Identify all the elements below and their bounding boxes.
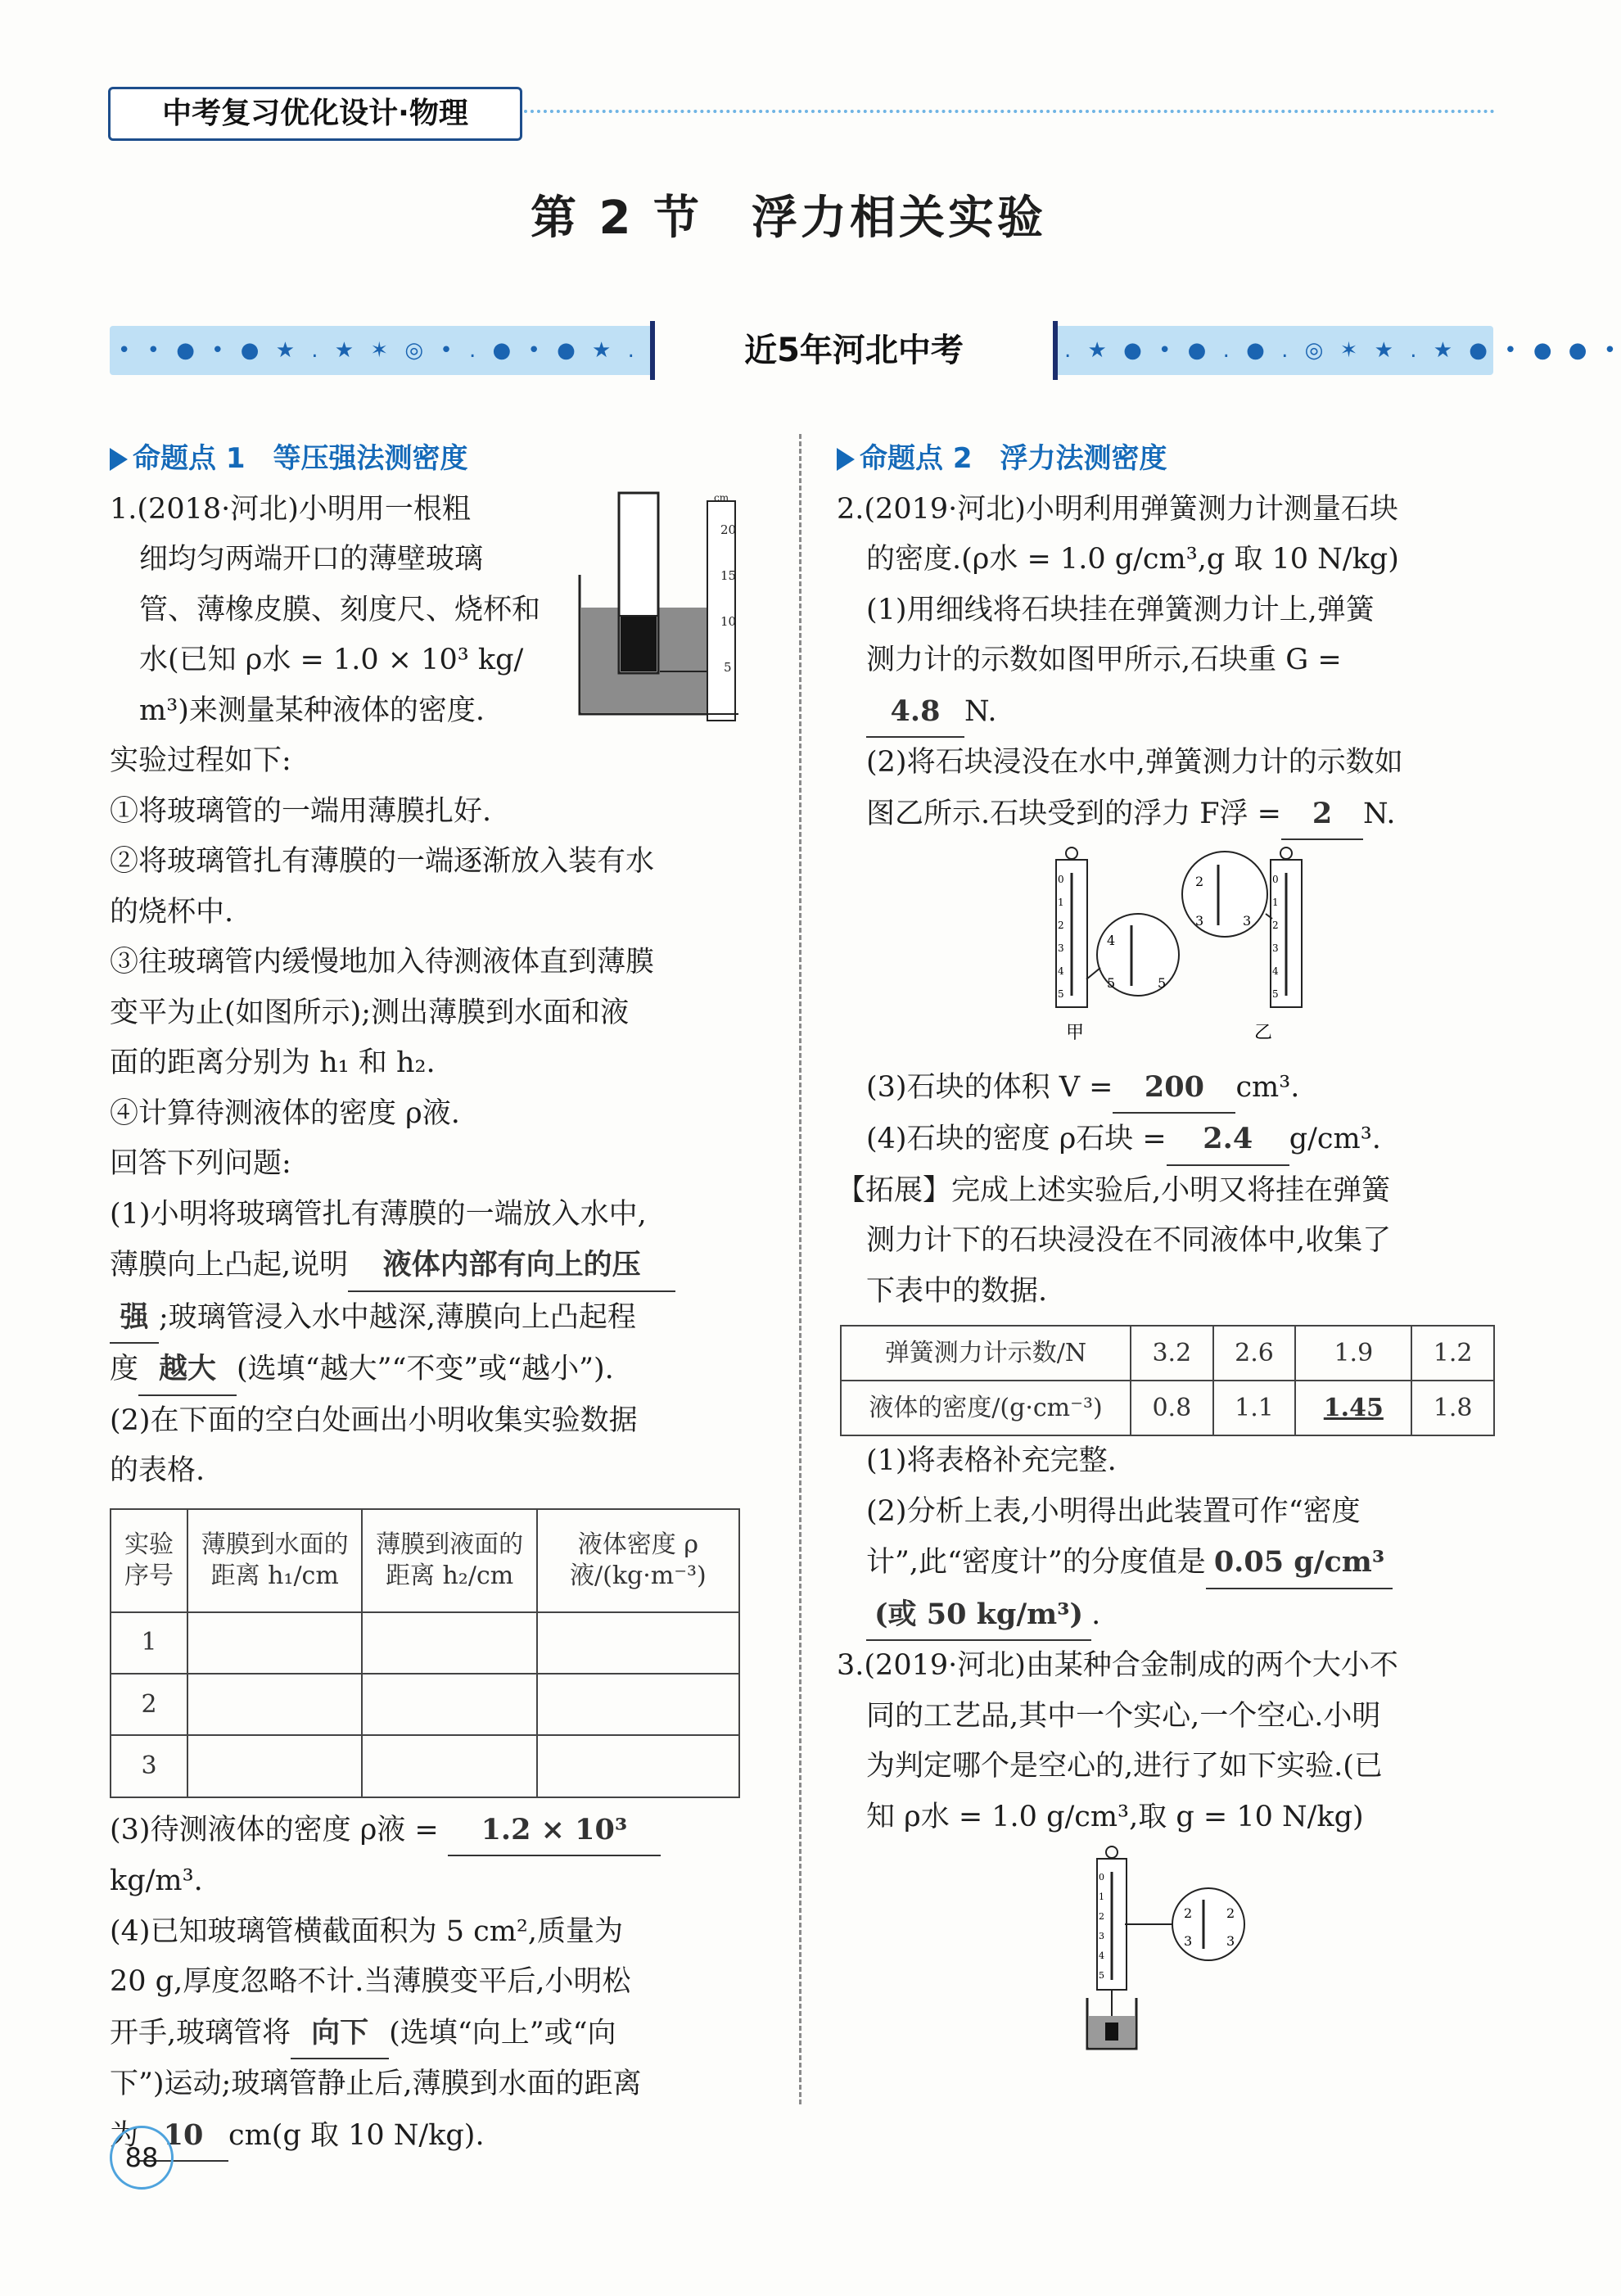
- answer-blank: 越大: [138, 1344, 237, 1396]
- svg-text:0: 0: [1099, 1872, 1104, 1882]
- answer-blank: 液体内部有向上的压: [348, 1240, 675, 1292]
- q1-line: m³)来测量某种液体的密度.: [139, 694, 485, 727]
- q1-line: 管、薄橡皮膜、刻度尺、烧杯和: [139, 593, 541, 626]
- svg-text:3: 3: [1058, 942, 1064, 954]
- q1-1-line: 度 越大 (选填“越大”“不变”或“越小”).: [110, 1344, 774, 1396]
- q3-line: 为判定哪个是空心的,进行了如下实验.(已: [866, 1750, 1383, 1783]
- q2-line: 2.(2019·河北)小明利用弹簧测力计测量石块: [837, 492, 1398, 526]
- svg-text:0: 0: [1058, 874, 1064, 885]
- table-cell: 1.8: [1411, 1381, 1494, 1435]
- q1-4-line: 为 10 cm(g 取 10 N/kg).: [110, 2110, 774, 2163]
- answer-title: 回答下列问题:: [110, 1147, 291, 1180]
- svg-text:2: 2: [1195, 874, 1204, 889]
- ruler-unit: cm: [714, 491, 729, 504]
- q1-4-line: 下”)运动;玻璃管静止后,薄膜到水面的距离: [110, 2068, 642, 2100]
- triangle-icon: [110, 448, 128, 471]
- q1-4-line: (4)已知玻璃管横截面积为 5 cm²,质量为: [110, 1914, 624, 1948]
- q1-line: 水(已知 ρ水 = 1.0 × 10³ kg/: [139, 644, 524, 676]
- answer-blank: 200: [1113, 1062, 1235, 1114]
- spring-scale-figure: [837, 840, 1495, 1045]
- extension-line: 【拓展】完成上述实验后,小明又将挂在弹簧: [837, 1173, 1391, 1207]
- svg-text:2: 2: [1226, 1905, 1235, 1921]
- ruler-tick-label: 5: [724, 659, 732, 675]
- exam-banner: [110, 326, 1621, 375]
- q1-4-line: 20 g,厚度忽略不计.当薄膜变平后,小明松: [110, 1965, 631, 1998]
- column-divider: [799, 434, 801, 2104]
- svg-text:4: 4: [1099, 1950, 1104, 1961]
- header-dotted-rule: [524, 110, 1495, 113]
- q1-1-line: (1)小明将玻璃管扎有薄膜的一端放入水中,: [110, 1197, 647, 1231]
- q2-4-line: (4)石块的密度 ρ石块 = 2.4 g/cm³.: [837, 1114, 1495, 1166]
- answer-blank: 0.05 g/cm³: [1206, 1537, 1393, 1589]
- data-table-blank: [110, 1508, 740, 1798]
- table-header: 薄膜到液面的距离 h₂/cm: [362, 1509, 536, 1612]
- table-header: 实验序号: [111, 1509, 187, 1612]
- page-number: 88: [110, 2126, 174, 2190]
- answer-blank: 向下: [291, 2008, 389, 2060]
- svg-text:4: 4: [1058, 965, 1064, 977]
- spring-scale-jia: [1056, 847, 1179, 1043]
- svg-text:2: 2: [1058, 920, 1064, 931]
- q1-2-line: (2)在下面的空白处画出小明收集实验数据: [110, 1403, 638, 1437]
- table-row-index: 1: [111, 1612, 187, 1674]
- svg-text:5: 5: [1099, 1970, 1104, 1981]
- svg-text:1: 1: [1272, 897, 1279, 908]
- svg-text:4: 4: [1107, 933, 1116, 948]
- answer-blank: 2.4: [1167, 1114, 1289, 1166]
- svg-text:0: 0: [1272, 874, 1279, 885]
- banner-dots-right: . ★ ● • ● . ● . ◎ ✶ ★ . ★ ● • ● ● •: [1064, 338, 1621, 363]
- q2-1-line: 4.8 N.: [837, 686, 1495, 739]
- svg-text:3: 3: [1099, 1931, 1104, 1941]
- topic-heading-1: 命题点 1 等压强法测密度: [110, 434, 774, 485]
- ruler-tick-label: 15: [720, 567, 737, 583]
- beaker-tube-figure: [568, 485, 765, 730]
- q1-3-line: kg/m³.: [110, 1864, 203, 1897]
- step-line: 的烧杯中.: [110, 895, 234, 929]
- answer-blank: 1.2 × 10³: [448, 1805, 661, 1857]
- ruler-tick-label: 10: [720, 613, 737, 629]
- step-line: 面的距离分别为 h₁ 和 h₂.: [110, 1046, 436, 1079]
- svg-text:3: 3: [1226, 1933, 1235, 1949]
- extension-q1: (1)将表格补充完整.: [866, 1444, 1117, 1477]
- svg-text:3: 3: [1184, 1933, 1193, 1949]
- table-cell: 1.9: [1295, 1326, 1411, 1381]
- svg-text:5: 5: [1107, 975, 1116, 991]
- ruler-tick-label: 20: [720, 522, 737, 537]
- answer-blank: 强: [110, 1292, 159, 1345]
- q1-line: 1.(2018·河北)小明用一根粗: [110, 492, 471, 526]
- table-label: 液体的密度/(g·cm⁻³): [841, 1381, 1131, 1435]
- table-cell: 3.2: [1131, 1326, 1213, 1381]
- table-cell: 1.2: [1411, 1326, 1494, 1381]
- step-line: ①将玻璃管的一端用薄膜扎好.: [110, 794, 492, 828]
- left-column: [110, 434, 774, 2162]
- svg-text:1: 1: [1099, 1891, 1104, 1902]
- topic-heading-2: 命题点 2 浮力法测密度: [837, 434, 1495, 485]
- spring-scale-yi: [1182, 847, 1302, 1043]
- step-line: ③往玻璃管内缓慢地加入待测液体直到薄膜: [110, 946, 655, 979]
- answer-blank: 2: [1281, 789, 1363, 841]
- banner-label: 近5年河北中考: [650, 321, 1058, 380]
- book-title: 中考复习优化设计·物理: [108, 87, 522, 141]
- q2-1-line: (1)用细线将石块挂在弹簧测力计上,弹簧: [866, 593, 1375, 626]
- svg-text:4: 4: [1272, 965, 1279, 977]
- answer-blank: (或 50 kg/m³): [866, 1589, 1091, 1642]
- svg-text:2: 2: [1099, 1911, 1104, 1922]
- svg-text:2: 2: [1272, 920, 1279, 931]
- svg-text:1: 1: [1058, 897, 1064, 908]
- extension-table: [840, 1325, 1495, 1436]
- q1-3-line: (3)待测液体的密度 ρ液 = 1.2 × 10³: [110, 1805, 774, 1857]
- q2-1-line: 测力计的示数如图甲所示,石块重 G =: [866, 644, 1342, 676]
- section-title: 第 2 节 浮力相关实验: [531, 192, 1046, 245]
- process-title: 实验过程如下:: [110, 744, 291, 777]
- table-cell: 2.6: [1213, 1326, 1296, 1381]
- svg-text:3: 3: [1243, 913, 1252, 929]
- table-header: 液体密度 ρ液/(kg·m⁻³): [537, 1509, 739, 1612]
- q3-line: 知 ρ水 = 1.0 g/cm³,取 g = 10 N/kg): [866, 1800, 1364, 1833]
- q3-scale-figure: [837, 1842, 1495, 2055]
- q1-2-line: 的表格.: [110, 1454, 205, 1487]
- q1-1-line: 强 ;玻璃管浸入水中越深,薄膜向上凸起程: [110, 1292, 774, 1345]
- q2-3-line: (3)石块的体积 V = 200 cm³.: [837, 1062, 1495, 1114]
- svg-text:5: 5: [1058, 988, 1064, 1000]
- step-line: ②将玻璃管扎有薄膜的一端逐渐放入装有水: [110, 845, 655, 878]
- svg-text:3: 3: [1195, 913, 1204, 929]
- table-header: 薄膜到水面的距离 h₁/cm: [187, 1509, 362, 1612]
- triangle-icon: [837, 448, 855, 471]
- answer-blank: 4.8: [866, 686, 964, 739]
- q2-2-line: 图乙所示.石块受到的浮力 F浮 = 2 N.: [837, 789, 1495, 841]
- q3-line: 3.(2019·河北)由某种合金制成的两个大小不: [837, 1649, 1398, 1682]
- q1-4-line: 开手,玻璃管将 向下 (选填“向上”或“向: [110, 2008, 774, 2060]
- figure-label-jia: 甲: [1066, 1023, 1085, 1043]
- extension-line: 下表中的数据.: [866, 1274, 1048, 1308]
- q1-intro: [110, 485, 568, 737]
- extension-q2-line: (2)分析上表,小明得出此装置可作“密度: [866, 1494, 1361, 1528]
- q3-line: 同的工艺品,其中一个实心,一个空心.小明: [866, 1699, 1381, 1733]
- step-line: ④计算待测液体的密度 ρ液.: [110, 1096, 460, 1130]
- extension-q2-line: 计”,此“密度计”的分度值是 0.05 g/cm³: [837, 1537, 1495, 1589]
- extension-line: 测力计下的石块浸没在不同液体中,收集了: [866, 1224, 1392, 1257]
- banner-dots-left: • • ● • ● ★ . ★ ✶ ◎ • . ● • ● ★ .: [118, 338, 639, 363]
- svg-text:3: 3: [1272, 942, 1279, 954]
- answer-blank: 10: [138, 2110, 228, 2163]
- table-row-index: 2: [111, 1674, 187, 1735]
- svg-text:5: 5: [1272, 988, 1279, 1000]
- figure-label-yi: 乙: [1254, 1023, 1273, 1043]
- test-liquid: [621, 616, 657, 671]
- extension-q2-line: (或 50 kg/m³) .: [837, 1589, 1495, 1642]
- svg-text:2: 2: [1184, 1905, 1193, 1921]
- q2-2-line: (2)将石块浸没在水中,弹簧测力计的示数如: [866, 746, 1403, 779]
- svg-text:5: 5: [1158, 975, 1167, 991]
- right-column: [837, 434, 1495, 2072]
- table-cell-answer: 1.45: [1295, 1381, 1411, 1435]
- table-cell: 0.8: [1131, 1381, 1213, 1435]
- q1-line: 细均匀两端开口的薄壁玻璃: [139, 543, 484, 576]
- q2-line: 的密度.(ρ水 = 1.0 g/cm³,g 取 10 N/kg): [866, 543, 1399, 576]
- table-row-index: 3: [111, 1735, 187, 1797]
- step-line: 变平为止(如图所示);测出薄膜到水面和液: [110, 996, 630, 1029]
- q1-1-line: 薄膜向上凸起,说明 液体内部有向上的压: [110, 1240, 774, 1292]
- table-cell: 1.1: [1213, 1381, 1296, 1435]
- table-label: 弹簧测力计示数/N: [841, 1326, 1131, 1381]
